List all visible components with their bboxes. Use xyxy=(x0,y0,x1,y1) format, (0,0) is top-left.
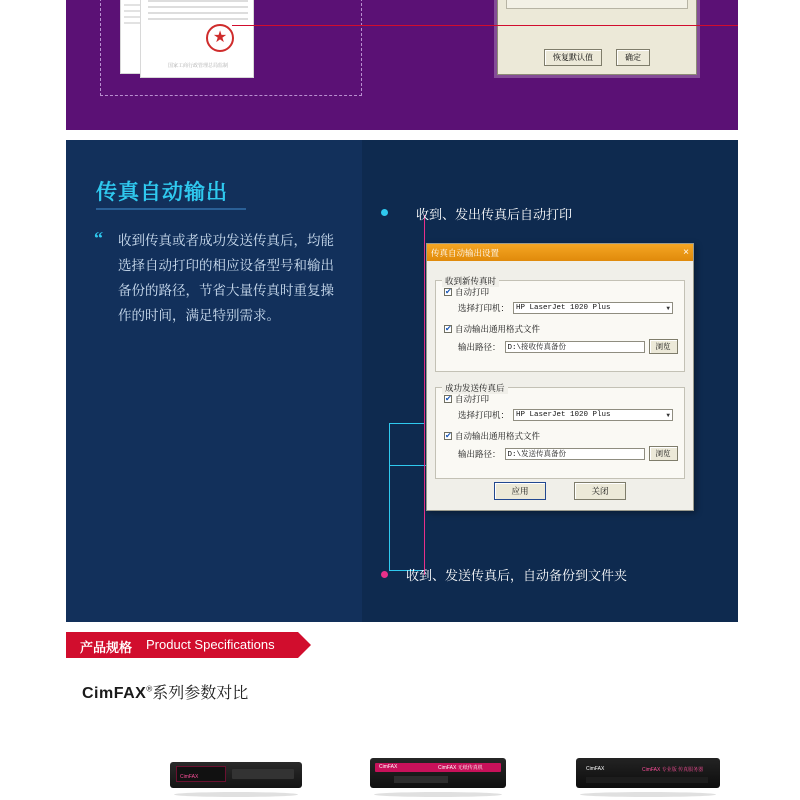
product-image-2 xyxy=(370,758,506,792)
sent-printer-value: HP LaserJet 1020 Plus xyxy=(516,411,611,419)
sent-autoprint-row[interactable] xyxy=(444,393,684,405)
sent-path-input[interactable] xyxy=(505,448,645,460)
sent-autoexport-row[interactable] xyxy=(444,430,684,442)
product-2-model: CimFAX 无纸传真机 xyxy=(438,765,483,771)
chevron-down-icon[interactable]: ▼ xyxy=(666,304,671,312)
product-3-shadow xyxy=(580,792,716,797)
product-3-brand: CimFAX xyxy=(586,766,605,772)
received-fax-group-label: 收到新传真时 xyxy=(442,275,499,287)
certificate-text-lines xyxy=(148,0,248,24)
received-path-value: D:\接收传真备份 xyxy=(507,344,567,352)
spec-title-cn: 产品规格 xyxy=(80,640,133,655)
sent-printer-row[interactable] xyxy=(458,409,684,421)
restore-defaults-button[interactable]: 恢复默认值 xyxy=(544,49,602,66)
received-autoexport-row[interactable] xyxy=(444,323,684,335)
product-2-brand: CimFAX xyxy=(379,764,398,770)
spec-bar-rule xyxy=(232,25,738,26)
received-printer-select[interactable] xyxy=(513,302,673,314)
received-browse-button[interactable]: 浏览 xyxy=(649,339,678,354)
product-3-body xyxy=(576,758,720,788)
fax-auto-output-dialog xyxy=(426,243,694,511)
connector-line-vertical xyxy=(389,423,390,570)
bullet-label-top: 收到、发出传真后自动打印 xyxy=(416,207,573,222)
sent-fax-group xyxy=(435,383,685,479)
scan-dialog-buttons xyxy=(498,49,696,66)
product-2-ports xyxy=(394,776,448,783)
quote-icon: “ xyxy=(94,228,103,248)
product-specifications-bar xyxy=(66,632,738,658)
bullet-dot-bottom xyxy=(381,571,388,578)
product-3-ports xyxy=(586,777,708,783)
certificate-stamp-icon: ★ xyxy=(206,24,234,52)
product-1-shadow xyxy=(174,792,298,797)
sent-autoprint-label: 自动打印 xyxy=(455,394,490,404)
sent-path-label: 输出路径： xyxy=(458,448,501,459)
received-autoprint-label: 自动打印 xyxy=(455,287,490,297)
received-printer-row[interactable] xyxy=(458,302,684,314)
sent-printer-label: 选择打印机： xyxy=(458,410,510,420)
received-printer-value: HP LaserJet 1020 Plus xyxy=(516,304,611,312)
scan-settings-group xyxy=(506,0,688,9)
received-autoprint-row[interactable] xyxy=(444,286,684,298)
received-printer-label: 选择打印机： xyxy=(458,303,510,313)
connector-line-top xyxy=(389,423,425,424)
dialog-title: 传真自动输出设置 xyxy=(431,247,500,258)
bullet-label-bottom: 收到、发送传真后，自动备份到文件夹 xyxy=(406,568,628,583)
series-comparison-title xyxy=(82,680,248,703)
series-title-rest: 系列参数对比 xyxy=(152,685,249,702)
sent-printer-select[interactable] xyxy=(513,409,673,421)
connector-line-pink xyxy=(424,215,425,575)
checkbox-icon[interactable] xyxy=(444,288,452,296)
checkbox-icon[interactable] xyxy=(444,395,452,403)
sent-path-row[interactable] xyxy=(458,446,684,461)
sent-path-value: D:\发送传真备份 xyxy=(507,451,567,459)
product-1-ports xyxy=(232,769,294,779)
certificate-footer: 国家工商行政管理总局监制 xyxy=(167,63,228,69)
apply-button[interactable]: 应用 xyxy=(494,482,546,500)
sent-browse-button[interactable]: 浏览 xyxy=(649,446,678,461)
received-path-input[interactable] xyxy=(505,341,645,353)
product-2-shadow xyxy=(374,792,502,797)
product-image-3 xyxy=(576,758,720,792)
received-path-row[interactable] xyxy=(458,339,684,354)
product-image-1 xyxy=(170,762,302,792)
fax-left-panel xyxy=(66,140,362,622)
fax-title-underline xyxy=(96,208,246,210)
close-icon[interactable]: × xyxy=(683,247,689,258)
dialog-buttons xyxy=(427,482,693,500)
sent-autoexport-label: 自动输出通用格式文件 xyxy=(455,431,541,441)
received-path-label: 输出路径： xyxy=(458,341,501,352)
dialog-titlebar xyxy=(427,244,693,261)
product-3-model: CimFAX 专业版 传真服务器 xyxy=(642,767,704,773)
registered-mark-icon: ® xyxy=(146,684,153,694)
close-button[interactable]: 关闭 xyxy=(574,482,626,500)
product-1-brand: CimFAX xyxy=(180,774,199,780)
received-autoexport-label: 自动输出通用格式文件 xyxy=(455,324,541,334)
scan-settings-dialog xyxy=(497,0,697,75)
spec-title-en: Product Specifications xyxy=(146,637,275,652)
chevron-down-icon[interactable]: ▼ xyxy=(666,411,671,419)
fax-description: 收到传真或者成功发送传真后，均能选择自动打印的相应设备型号和输出备份的路径，节省大量传真时重复操作的时间，满足特别需求。 xyxy=(118,233,334,323)
sent-fax-group-label: 成功发送传真后 xyxy=(442,382,508,394)
checkbox-icon[interactable] xyxy=(444,432,452,440)
checkbox-icon[interactable] xyxy=(444,325,452,333)
bullet-dot-top xyxy=(381,209,388,216)
brand-name: CimFAX xyxy=(82,685,147,702)
received-fax-group xyxy=(435,276,685,372)
scan-ok-button[interactable]: 确定 xyxy=(616,49,650,66)
fax-section-title: 传真自动输出 xyxy=(96,181,228,204)
